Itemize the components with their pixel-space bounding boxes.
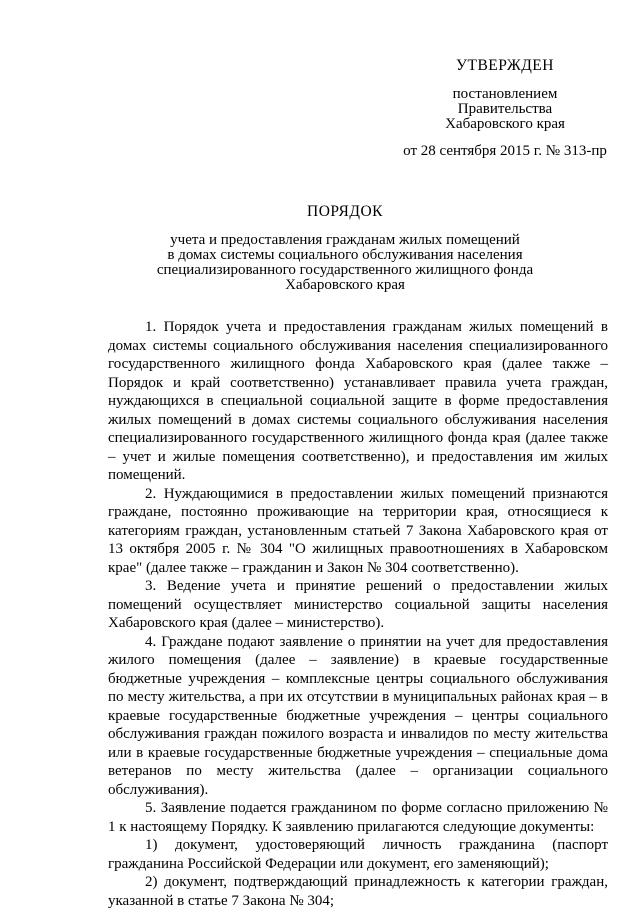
- approval-title: УТВЕРЖДЕН: [456, 57, 554, 74]
- list-item-2: 2) документ, подтверждающий принадлежность к категории граждан, указанной в статье 7 Закона № 304;: [108, 874, 608, 909]
- paragraph-3: 3. Ведение учета и принятие решений о предоставлении жилых помещений осуществляет министерство социальной защиты населения Хабаровского края (далее – министерство).: [108, 578, 608, 631]
- list-item-1: 1) документ, удостоверяющий личность гражданина (паспорт гражданина Российской Федерации или документ, его заменяющий);: [108, 837, 608, 872]
- paragraph-1: 1. Порядок учета и предоставления гражданам жилых помещений в домах системы социального обслуживания населения специализированного государственного жилищного фонда Хабаровского края (далее также – Порядок и край соответственно) устанавливает правила учета граждан, нуждающихся в специальной социальной защите в форме предоставления жилых помещений в домах системы социального обслуживания населения специализированного государственного жилищного фонда края (далее также – учет и жилые помещения соответственно), и предоставления им жилых помещений.: [108, 319, 608, 483]
- document-body: [108, 318, 608, 910]
- approval-date-number: от 28 сентября 2015 г. № 313-пр: [403, 143, 607, 159]
- approval-line: Правительства: [457, 101, 553, 117]
- approval-line: постановлением: [452, 86, 558, 102]
- title-line: специализированного государственного жилищного фонда: [156, 262, 534, 278]
- approval-stamp: [380, 58, 630, 159]
- paragraph-2: 2. Нуждающимися в предоставлении жилых помещений признаются граждане, постоянно проживающие на территории края, относящиеся к категориям граждан, установленным статьей 7 Закона Хабаровского края от 13 октября 2005 г. № 304 "О жилищных правоотношениях в Хабаровском крае" (далее также – гражданин и Закон № 304 соответственно).: [108, 485, 608, 576]
- document-title: [100, 204, 590, 293]
- paragraph-4: 4. Граждане подают заявление о принятии на учет для предоставления жилого помещения (далее – заявление) в краевые государственные бюджетные учреждения – комплексные центры социального обслуживания по месту жительства, а при их отсутствии в муниципальных районах края – в краевые государственные бюджетные учреждения – центры социального обслуживания граждан пожилого возраста и инвалидов по месту жительства или в краевые государственные бюджетные учреждения – специальные дома ветеранов по месту жительства (далее – организации социального обслуживания).: [108, 633, 608, 798]
- title-line: в домах системы социального обслуживания населения: [167, 247, 523, 263]
- document-heading: ПОРЯДОК: [307, 203, 383, 220]
- title-line: Хабаровского края: [285, 277, 405, 293]
- approval-line: Хабаровского края: [445, 116, 565, 132]
- title-line: учета и предоставления гражданам жилых помещений: [170, 232, 520, 248]
- paragraph-5: 5. Заявление подается гражданином по форме согласно приложению № 1 к настоящему Порядку. К заявлению прилагаются следующие документы:: [108, 800, 608, 835]
